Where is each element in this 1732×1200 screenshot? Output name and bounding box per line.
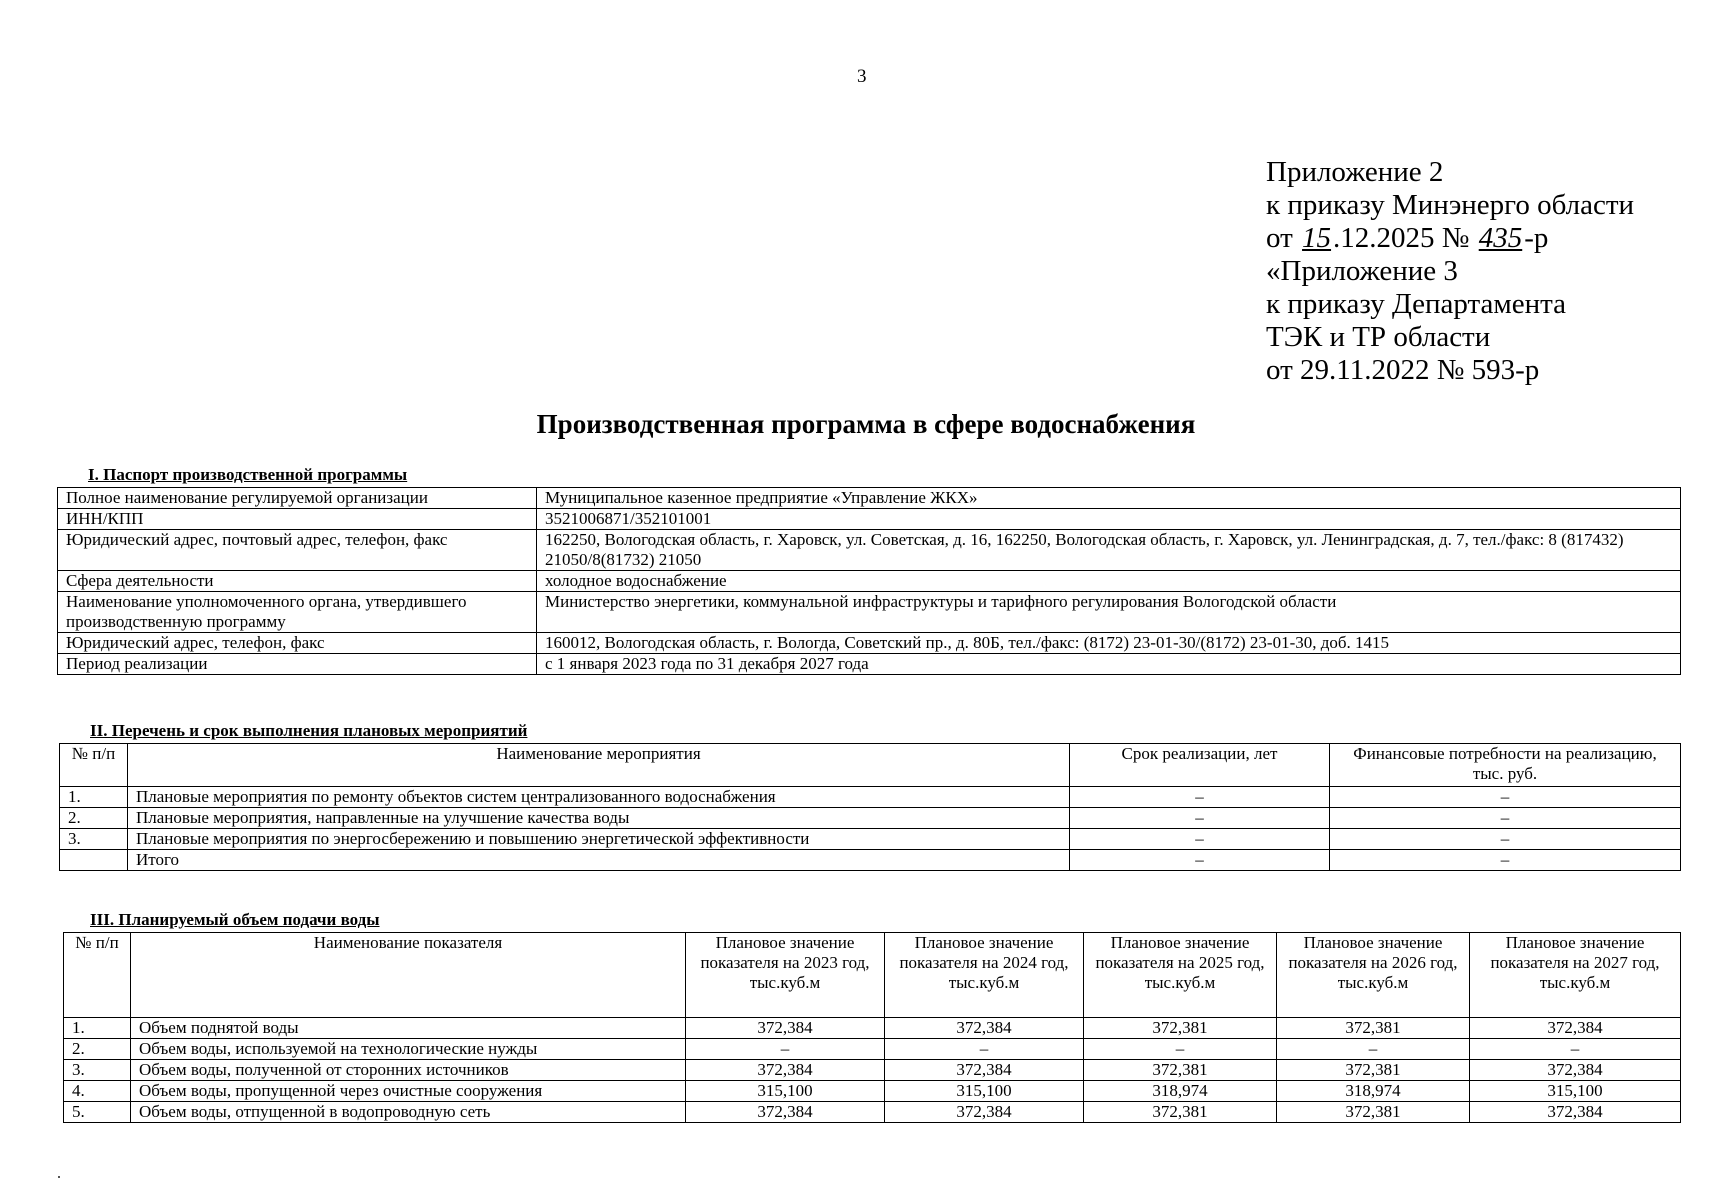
col-header-name: Наименование мероприятия [128, 744, 1070, 787]
passport-value: Муниципальное казенное предприятие «Управление ЖКХ» [537, 488, 1681, 509]
row-number: 1. [64, 1018, 131, 1039]
value-2026: 372,381 [1277, 1102, 1470, 1123]
table-row [64, 1039, 1681, 1060]
scan-speck [58, 1176, 60, 1178]
activity-term: – [1070, 829, 1330, 850]
document-title: Производственная программа в сфере водоснабжения [536, 409, 1196, 439]
activity-term: – [1070, 787, 1330, 808]
row-number [60, 850, 128, 871]
passport-value: 3521006871/352101001 [537, 509, 1681, 530]
value-2027: 372,384 [1470, 1060, 1681, 1081]
value-2027: 315,100 [1470, 1081, 1681, 1102]
value-2024: 372,384 [885, 1102, 1084, 1123]
value-2027: 372,384 [1470, 1018, 1681, 1039]
value-2026: – [1277, 1039, 1470, 1060]
annex-date-line [1266, 222, 1634, 255]
activities-table [59, 743, 1681, 871]
passport-label: ИНН/КПП [58, 509, 537, 530]
value-2025: 318,974 [1084, 1081, 1277, 1102]
table-row [58, 633, 1681, 654]
value-2023: 372,384 [686, 1060, 885, 1081]
passport-label: Сфера деятельности [58, 571, 537, 592]
passport-value: 162250, Вологодская область, г. Харовск, ул. Советская, д. 16, 162250, Вологодская область, г. Харовск, ул. Ленинградская, д. 7, тел./факс: 8 (817432) 21050/8(81732) 21050 [537, 530, 1681, 571]
table-row [58, 488, 1681, 509]
table-row [64, 1102, 1681, 1123]
indicator-name: Объем воды, отпущенной в водопроводную сеть [131, 1102, 686, 1123]
table-row [58, 571, 1681, 592]
indicator-name: Объем воды, используемой на технологические нужды [131, 1039, 686, 1060]
value-2025: – [1084, 1039, 1277, 1060]
indicator-name: Объем воды, полученной от сторонних источников [131, 1060, 686, 1081]
annex-block [1266, 156, 1634, 387]
value-2024: 372,384 [885, 1018, 1084, 1039]
value-2024: 372,384 [885, 1060, 1084, 1081]
passport-table [57, 487, 1681, 675]
col-header-2024: Плановое значение показателя на 2024 год, тыс.куб.м [885, 933, 1084, 1018]
activity-finance: – [1330, 787, 1681, 808]
table-row [64, 1060, 1681, 1081]
col-header-2026: Плановое значение показателя на 2026 год, тыс.куб.м [1277, 933, 1470, 1018]
activity-name: Итого [128, 850, 1070, 871]
water-volume-table [63, 932, 1681, 1123]
row-number: 4. [64, 1081, 131, 1102]
annex-line: от 29.11.2022 № 593-р [1266, 354, 1540, 386]
annex-line: ТЭК и ТР области [1266, 321, 1491, 353]
table-row [60, 787, 1681, 808]
value-2026: 318,974 [1277, 1081, 1470, 1102]
annex-line: «Приложение 3 [1266, 255, 1458, 287]
activity-finance: – [1330, 808, 1681, 829]
annex-date-middle: .12.2025 № [1333, 222, 1477, 254]
handwritten-number: 435 [1478, 222, 1523, 254]
annex-line: к приказу Минэнерго области [1266, 189, 1635, 221]
passport-label: Юридический адрес, телефон, факс [58, 633, 537, 654]
activity-finance: – [1330, 829, 1681, 850]
passport-label: Период реализации [58, 654, 537, 675]
section-2-heading: II. Перечень и срок выполнения плановых мероприятий [90, 721, 528, 740]
indicator-name: Объем воды, пропущенной через очистные сооружения [131, 1081, 686, 1102]
value-2024: 315,100 [885, 1081, 1084, 1102]
table-row [60, 850, 1681, 871]
section-3-heading: III. Планируемый объем подачи воды [90, 910, 380, 929]
table-row [60, 829, 1681, 850]
table-row [58, 530, 1681, 571]
handwritten-day: 15 [1302, 222, 1332, 254]
row-number: 1. [60, 787, 128, 808]
table-row [58, 509, 1681, 530]
value-2026: 372,381 [1277, 1060, 1470, 1081]
value-2026: 372,381 [1277, 1018, 1470, 1039]
value-2025: 372,381 [1084, 1102, 1277, 1123]
row-number: 3. [64, 1060, 131, 1081]
row-number: 5. [64, 1102, 131, 1123]
annex-line: к приказу Департамента [1266, 288, 1567, 320]
value-2023: – [686, 1039, 885, 1060]
annex-date-prefix: от [1266, 222, 1301, 254]
col-header-num: № п/п [60, 744, 128, 787]
col-header-term: Срок реализации, лет [1070, 744, 1330, 787]
col-header-num: № п/п [64, 933, 131, 1018]
row-number: 3. [60, 829, 128, 850]
passport-value: с 1 января 2023 года по 31 декабря 2027 года [537, 654, 1681, 675]
col-header-2023: Плановое значение показателя на 2023 год, тыс.куб.м [686, 933, 885, 1018]
activity-term: – [1070, 850, 1330, 871]
passport-value: Министерство энергетики, коммунальной инфраструктуры и тарифного регулирования Вологодской области [537, 592, 1681, 633]
value-2023: 372,384 [686, 1018, 885, 1039]
table-row [58, 654, 1681, 675]
row-number: 2. [60, 808, 128, 829]
value-2024: – [885, 1039, 1084, 1060]
activity-name: Плановые мероприятия, направленные на улучшение качества воды [128, 808, 1070, 829]
value-2027: – [1470, 1039, 1681, 1060]
annex-line: Приложение 2 [1266, 156, 1444, 188]
indicator-name: Объем поднятой воды [131, 1018, 686, 1039]
value-2025: 372,381 [1084, 1018, 1277, 1039]
value-2027: 372,384 [1470, 1102, 1681, 1123]
table-row [64, 1018, 1681, 1039]
section-1-heading: I. Паспорт производственной программы [88, 465, 408, 484]
header-row [60, 744, 1681, 787]
col-header-name: Наименование показателя [131, 933, 686, 1018]
table-row [58, 592, 1681, 633]
activity-term: – [1070, 808, 1330, 829]
table-row [64, 1081, 1681, 1102]
passport-label: Полное наименование регулируемой организации [58, 488, 537, 509]
value-2023: 372,384 [686, 1102, 885, 1123]
header-row [64, 933, 1681, 1018]
value-2023: 315,100 [686, 1081, 885, 1102]
passport-value: 160012, Вологодская область, г. Вологда, Советский пр., д. 80Б, тел./факс: (8172) 23-01-30/(8172) 23-01-30, доб. 1415 [537, 633, 1681, 654]
activity-name: Плановые мероприятия по ремонту объектов систем централизованного водоснабжения [128, 787, 1070, 808]
col-header-2027: Плановое значение показателя на 2027 год, тыс.куб.м [1470, 933, 1681, 1018]
passport-value: холодное водоснабжение [537, 571, 1681, 592]
annex-date-suffix: -р [1524, 222, 1549, 254]
col-header-2025: Плановое значение показателя на 2025 год, тыс.куб.м [1084, 933, 1277, 1018]
passport-label: Юридический адрес, почтовый адрес, телефон, факс [58, 530, 537, 571]
page-number: 3 [857, 66, 867, 87]
activity-name: Плановые мероприятия по энергосбережению и повышению энергетической эффективности [128, 829, 1070, 850]
col-header-finance: Финансовые потребности на реализацию, тыс. руб. [1330, 744, 1681, 787]
activity-finance: – [1330, 850, 1681, 871]
value-2025: 372,381 [1084, 1060, 1277, 1081]
passport-label: Наименование уполномоченного органа, утвердившего производственную программу [58, 592, 537, 633]
row-number: 2. [64, 1039, 131, 1060]
table-row [60, 808, 1681, 829]
